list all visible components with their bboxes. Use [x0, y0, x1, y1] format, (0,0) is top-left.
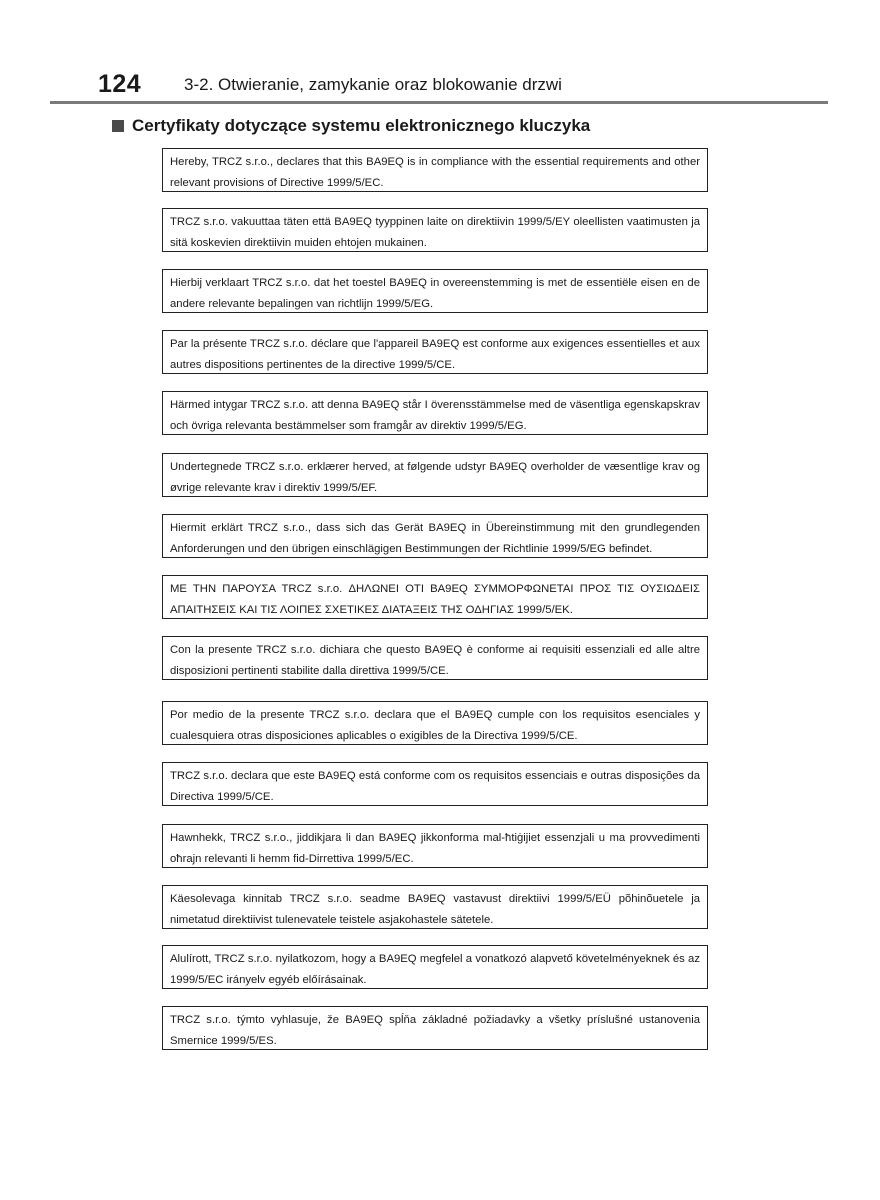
- certificate-nl: Hierbij verklaart TRCZ s.r.o. dat het toestel BA9EQ in overeenstemming is met de essentiële eisen en de andere relevante bepalingen van richtlijn 1999/5/EG.: [162, 269, 708, 313]
- certificate-it: Con la presente TRCZ s.r.o. dichiara che questo BA9EQ è conforme ai requisiti essenziali ed alle altre disposizioni pertinenti stabilite dalla direttiva 1999/5/CE.: [162, 636, 708, 680]
- header-divider: [50, 101, 828, 104]
- certificate-en: Hereby, TRCZ s.r.o., declares that this BA9EQ is in compliance with the essential requirements and other relevant provisions of Directive 1999/5/EC.: [162, 148, 708, 192]
- certificate-et: Käesolevaga kinnitab TRCZ s.r.o. seadme BA9EQ vastavust direktiivi 1999/5/EÜ põhinõuetele ja nimetatud direktiivist tulenevatele teistele asjakohastele sätetele.: [162, 885, 708, 929]
- certificate-mt: Hawnhekk, TRCZ s.r.o., jiddikjara li dan BA9EQ jikkonforma mal-ħtiġijiet essenzjali u ma provvedimenti oħrajn relevanti li hemm fid-Dirrettiva 1999/5/EC.: [162, 824, 708, 868]
- square-bullet-icon: [112, 120, 124, 132]
- certificate-el: ΜΕ ΤΗΝ ΠΑΡΟΥΣΑ TRCZ s.r.o. ΔΗΛΩΝΕΙ ΟΤΙ BA9EQ ΣΥΜΜΟΡΦΩΝΕΤΑΙ ΠΡΟΣ ΤΙΣ ΟΥΣΙΩΔΕΙΣ ΑΠΑΙΤΗΣΕΙΣ ΚΑΙ ΤΙΣ ΛΟΙΠΕΣ ΣΧΕΤΙΚΕΣ ΔΙΑΤΑΞΕΙΣ ΤΗΣ ΟΔΗΓΙΑΣ 1999/5/ΕΚ.: [162, 575, 708, 619]
- certificate-pt: TRCZ s.r.o. declara que este BA9EQ está conforme com os requisitos essenciais e outras disposições da Directiva 1999/5/CE.: [162, 762, 708, 806]
- certificate-fi: TRCZ s.r.o. vakuuttaa täten että BA9EQ tyyppinen laite on direktiivin 1999/5/EY oleellisten vaatimusten ja sitä koskevien direktiivin muiden ehtojen mukainen.: [162, 208, 708, 252]
- certificate-hu: Alulírott, TRCZ s.r.o. nyilatkozom, hogy a BA9EQ megfelel a vonatkozó alapvető követelményeknek és az 1999/5/EC irányelv egyéb előírásainak.: [162, 945, 708, 989]
- certificate-es: Por medio de la presente TRCZ s.r.o. declara que el BA9EQ cumple con los requisitos esenciales y cualesquiera otras disposiciones aplicables o exigibles de la Directiva 1999/5/CE.: [162, 701, 708, 745]
- chapter-title: 3-2. Otwieranie, zamykanie oraz blokowanie drzwi: [184, 75, 562, 94]
- certificate-de: Hiermit erklärt TRCZ s.r.o., dass sich das Gerät BA9EQ in Übereinstimmung mit den grundlegenden Anforderungen und den übrigen einschlägigen Bestimmungen der Richtlinie 1999/5/EG befindet.: [162, 514, 708, 558]
- certificate-sv: Härmed intygar TRCZ s.r.o. att denna BA9EQ står I överensstämmelse med de väsentliga egenskapskrav och övriga relevanta bestämmelser som framgår av direktiv 1999/5/EG.: [162, 391, 708, 435]
- certificate-da: Undertegnede TRCZ s.r.o. erklærer herved, at følgende udstyr BA9EQ overholder de væsentlige krav og øvrige relevante krav i direktiv 1999/5/EF.: [162, 453, 708, 497]
- section-title: Certyfikaty dotyczące systemu elektronicznego kluczyka: [132, 116, 591, 135]
- section-heading: [112, 115, 590, 137]
- page-number: 124: [98, 70, 142, 98]
- certificate-sk: TRCZ s.r.o. týmto vyhlasuje, že BA9EQ spĺňa základné požiadavky a všetky príslušné ustanovenia Smernice 1999/5/ES.: [162, 1006, 708, 1050]
- certificate-fr: Par la présente TRCZ s.r.o. déclare que l'appareil BA9EQ est conforme aux exigences essentielles et aux autres dispositions pertinentes de la directive 1999/5/CE.: [162, 330, 708, 374]
